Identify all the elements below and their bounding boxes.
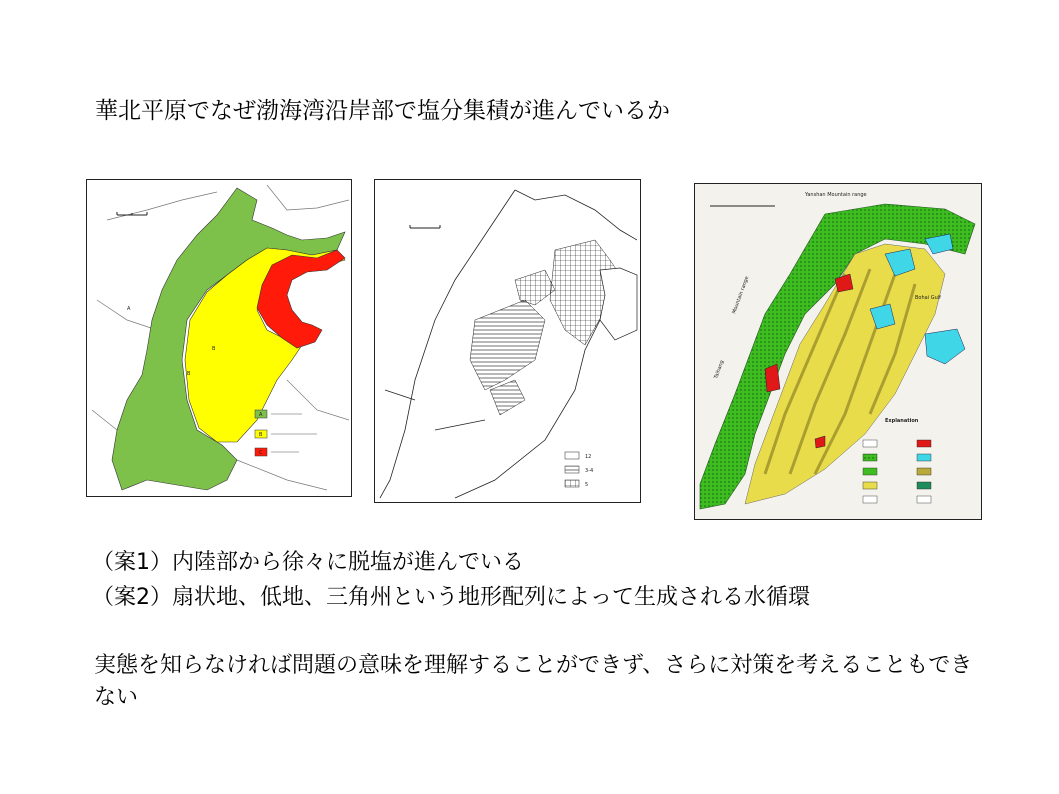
svg-text:Taihang: Taihang [713,359,726,380]
conclusion-text: 実態を知らなければ問題の意味を理解することができず、さらに対策を考えることもできない [94,653,973,710]
svg-text:3-4: 3-4 [585,468,594,474]
svg-text:Mountain range: Mountain range [731,275,751,315]
svg-text:A: A [127,306,131,312]
slide-title: 華北平原でなぜ渤海湾沿岸部で塩分集積が進んでいるか [95,98,670,124]
map3-legend [863,440,931,503]
map2-legend [565,452,593,488]
svg-text:C: C [259,450,263,456]
svg-text:Explanation: Explanation [885,418,919,424]
svg-text:12: 12 [585,454,592,460]
soil-salinity-zone-map [86,179,352,497]
geomorphology-map [694,183,982,520]
svg-text:Bohai Gulf: Bohai Gulf [915,295,941,301]
svg-text:5: 5 [585,482,589,488]
plan-1-text: （案1）内陸部から徐々に脱塩が進んでいる [92,550,524,575]
svg-text:A: A [259,412,263,418]
map1-legend [255,410,317,456]
svg-text:Yanshan Mountain range: Yanshan Mountain range [805,192,867,198]
svg-text:B: B [259,432,263,438]
svg-text:B: B [187,371,191,377]
plan-2-text: （案2）扇状地、低地、三角州という地形配列によって生成される水循環 [92,585,810,610]
hatched-salinity-map [374,179,641,503]
svg-text:B: B [212,346,216,352]
